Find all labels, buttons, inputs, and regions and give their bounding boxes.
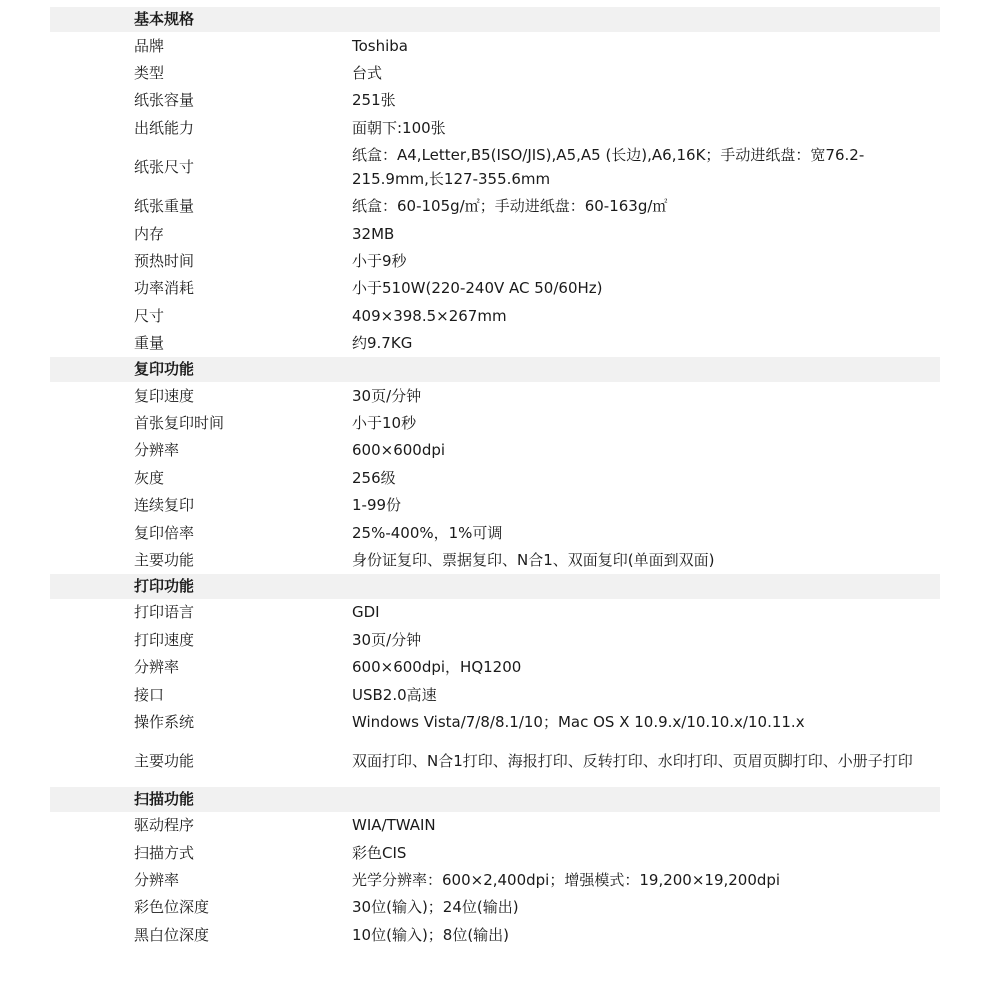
section-header-basic: 基本规格 xyxy=(50,7,940,32)
spec-label: 主要功能 xyxy=(134,752,195,771)
spec-label: 尺寸 xyxy=(134,306,165,325)
spec-label: 类型 xyxy=(134,64,165,83)
spec-label: 打印速度 xyxy=(134,630,195,649)
spec-row xyxy=(50,546,940,573)
spec-row xyxy=(50,247,940,274)
spec-label: 分辨率 xyxy=(134,658,180,677)
spec-label: 驱动程序 xyxy=(134,816,195,835)
spec-row xyxy=(50,302,940,329)
spec-value: 30页/分钟 xyxy=(352,630,422,649)
spec-row xyxy=(50,114,940,141)
spec-value: 251张 xyxy=(352,91,396,110)
spec-row xyxy=(50,599,940,626)
spec-value: 600×600dpi，HQ1200 xyxy=(352,658,522,677)
spec-value: 32MB xyxy=(352,224,395,243)
spec-row xyxy=(50,653,940,680)
spec-value: 小于10秒 xyxy=(352,413,417,432)
spec-value: 600×600dpi xyxy=(352,441,446,460)
spec-value: 1-99份 xyxy=(352,496,402,515)
spec-label: 复印倍率 xyxy=(134,523,195,542)
spec-row xyxy=(50,275,940,302)
spec-value: USB2.0高速 xyxy=(352,685,437,704)
spec-value: 台式 xyxy=(352,64,383,83)
spec-value: WIA/TWAIN xyxy=(352,816,436,835)
spec-label: 主要功能 xyxy=(134,550,195,569)
spec-value: 409×398.5×267mm xyxy=(352,306,507,325)
spec-row xyxy=(50,519,940,546)
spec-row xyxy=(50,220,940,247)
spec-value: Toshiba xyxy=(352,36,408,55)
spec-label: 灰度 xyxy=(134,468,165,487)
spec-value: 双面打印、N合1打印、海报打印、反转打印、水印打印、页眉页脚打印、小册子打印 xyxy=(352,752,913,771)
section-header-copy: 复印功能 xyxy=(50,357,940,382)
spec-row xyxy=(50,866,940,893)
spec-value: 30位(输入)；24位(输出) xyxy=(352,898,519,917)
spec-value: 纸盒：A4,Letter,B5(ISO/JIS),A5,A5 (长边),A6,16K；手动进纸盘：宽76.2-215.9mm,长127-355.6mm xyxy=(352,146,865,189)
spec-row xyxy=(50,812,940,839)
spec-row xyxy=(50,839,940,866)
spec-row xyxy=(50,382,940,409)
spec-label: 功率消耗 xyxy=(134,279,195,298)
spec-row xyxy=(50,681,940,708)
spec-row xyxy=(50,32,940,59)
spec-row xyxy=(50,708,940,735)
spec-label: 预热时间 xyxy=(134,252,195,271)
spec-row xyxy=(50,437,940,464)
spec-label: 分辨率 xyxy=(134,871,180,890)
spec-label: 接口 xyxy=(134,685,165,704)
spec-row xyxy=(50,142,940,193)
spec-row xyxy=(50,921,940,948)
spec-label: 分辨率 xyxy=(134,441,180,460)
spec-label: 出纸能力 xyxy=(134,118,195,137)
spec-label: 内存 xyxy=(134,224,165,243)
spec-label: 复印速度 xyxy=(134,386,195,405)
spec-label: 黑白位深度 xyxy=(134,925,210,944)
spec-value: 面朝下:100张 xyxy=(352,118,446,137)
spec-label: 纸张重量 xyxy=(134,197,195,216)
spec-row xyxy=(50,409,940,436)
spec-row xyxy=(50,193,940,220)
spec-value: 约9.7KG xyxy=(352,334,413,353)
spec-value: 身份证复印、票据复印、N合1、双面复印(单面到双面) xyxy=(352,550,715,569)
spec-row xyxy=(50,330,940,357)
spec-value: 小于510W(220-240V AC 50/60Hz) xyxy=(352,279,603,298)
spec-row xyxy=(50,491,940,518)
spec-sheet xyxy=(50,7,940,949)
spec-label: 纸张容量 xyxy=(134,91,195,110)
spec-row xyxy=(50,87,940,114)
spec-label: 连续复印 xyxy=(134,496,195,515)
spec-label: 打印语言 xyxy=(134,603,195,622)
spec-value: 光学分辨率：600×2,400dpi；增强模式：19,200×19,200dpi xyxy=(352,871,781,890)
spec-value: 纸盒：60-105g/㎡；手动进纸盘：60-163g/㎡ xyxy=(352,197,668,216)
spec-value: 256级 xyxy=(352,468,396,487)
spec-value: 小于9秒 xyxy=(352,252,407,271)
section-header-print: 打印功能 xyxy=(50,574,940,599)
spec-row xyxy=(50,464,940,491)
spec-label: 操作系统 xyxy=(134,712,195,731)
spec-label: 纸张尺寸 xyxy=(134,158,195,177)
spec-label: 重量 xyxy=(134,334,165,353)
spec-label: 彩色位深度 xyxy=(134,898,210,917)
spec-row xyxy=(50,736,940,787)
spec-label: 扫描方式 xyxy=(134,843,195,862)
spec-value: 彩色CIS xyxy=(352,843,407,862)
section-header-scan: 扫描功能 xyxy=(50,787,940,812)
spec-row xyxy=(50,59,940,86)
spec-row xyxy=(50,894,940,921)
spec-value: 10位(输入)；8位(输出) xyxy=(352,925,510,944)
spec-value: GDI xyxy=(352,603,380,622)
spec-value: 25%-400%，1%可调 xyxy=(352,523,503,542)
spec-value: 30页/分钟 xyxy=(352,386,422,405)
spec-label: 品牌 xyxy=(134,36,165,55)
spec-value: Windows Vista/7/8/8.1/10；Mac OS X 10.9.x/10.10.x/10.11.x xyxy=(352,712,805,731)
spec-row xyxy=(50,626,940,653)
spec-label: 首张复印时间 xyxy=(134,413,225,432)
